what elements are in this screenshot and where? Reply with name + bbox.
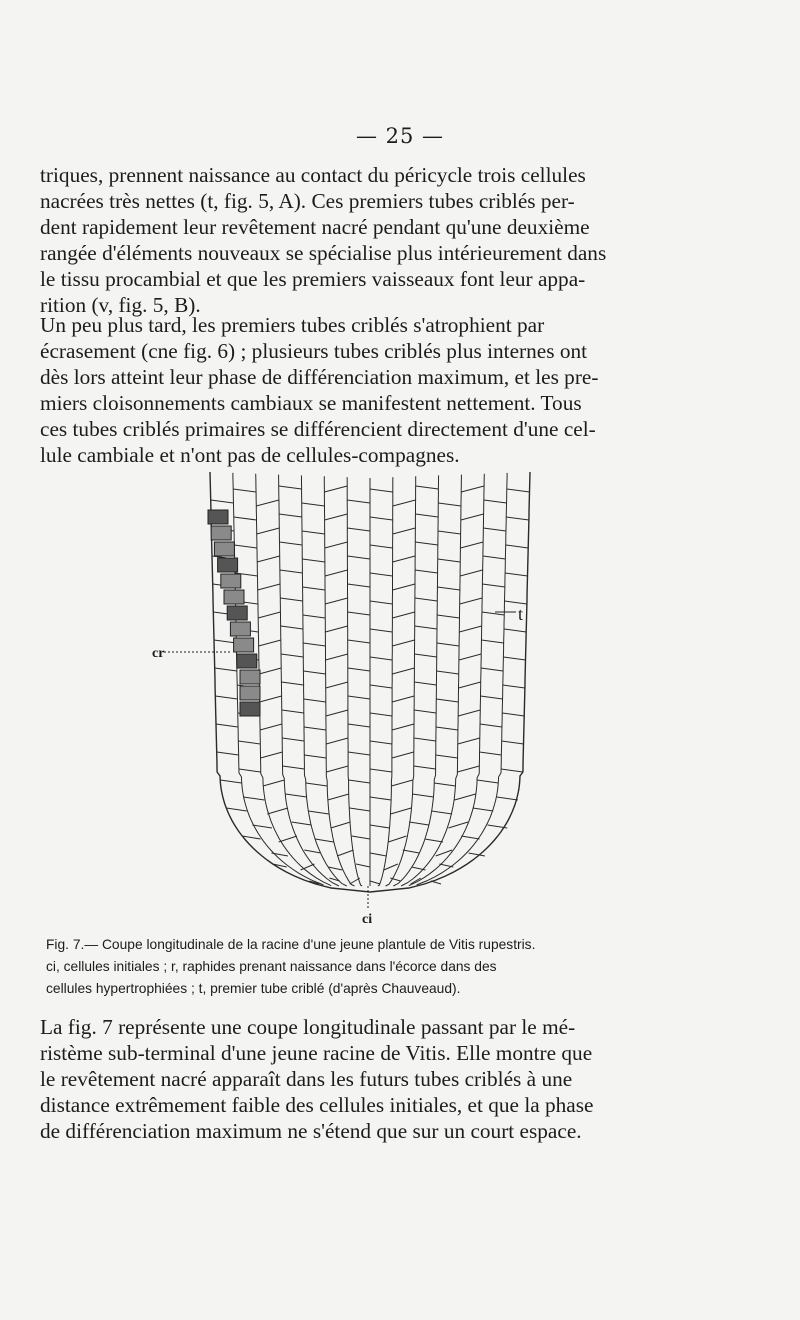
cell-wall [234,545,257,548]
cell-wall [415,654,437,657]
cell-wall [370,545,393,548]
text-line: nacrées très nettes (t, fig. 5, A). Ces premiers tubes criblés per- [40,189,575,213]
cell-wall [239,769,261,772]
cell-wall [272,853,288,856]
cell-wall [302,559,325,562]
text-line: rition (v, fig. 5, B). [40,293,201,317]
cell-file [347,477,362,886]
cell-wall [279,836,297,842]
cell-wall [211,500,234,503]
raphide-cell [240,670,260,684]
cell-wall [238,741,260,744]
cell-wall [302,503,325,506]
cell-wall [282,710,304,713]
cell-file [256,474,332,886]
cell-wall [458,738,480,744]
cell-wall [286,794,307,797]
cell-wall [331,822,351,828]
raphide-cell [224,590,244,604]
cell-wall [315,839,333,842]
cell-wall [436,699,458,702]
cell-wall [414,738,436,741]
cell-wall [437,587,460,590]
cell-wall [350,808,371,811]
cell-wall [347,528,370,531]
cell-wall [217,752,239,755]
cell-wall [303,643,325,646]
cell-wall [370,657,392,660]
cell-wall [477,780,498,783]
raphide-cell [240,686,260,700]
cell-wall [304,755,326,758]
cell-wall [349,780,370,783]
cell-wall [455,794,476,800]
cell-wall [303,615,325,618]
cell-wall [480,752,502,755]
text-line: La fig. 7 représente une coupe longitudinale passant par le mé- [40,1015,576,1039]
cell-wall [370,601,392,604]
cell-wall [473,808,494,811]
cell-wall [434,783,455,786]
cell-wall [502,741,524,744]
cell-wall [325,514,348,520]
cell-wall [415,542,438,545]
cell-wall [483,556,506,559]
cell-wall [438,559,461,562]
cell-wall [437,615,459,618]
cell-wall [325,570,348,576]
cell-wall [279,486,302,489]
caption-line: ci, cellules initiales ; r, raphides prenant naissance dans l'écorce dans des [46,959,497,974]
cell-wall [308,811,329,814]
cell-wall [412,794,433,797]
cell-wall [267,808,288,814]
raphide-cell [211,526,231,540]
cell-wall [461,486,484,492]
cell-wall [337,850,353,856]
cell-wall [370,797,391,800]
cell-wall [501,769,523,772]
cell-wall [393,556,416,562]
cell-wall [461,542,484,548]
cell-wall [483,528,506,531]
cell-wall [505,601,527,604]
page-number: — 25 — [355,124,445,148]
cell-wall [392,724,414,730]
figure-caption [46,934,646,1000]
cell-wall [348,640,370,643]
cell-wall [348,724,370,727]
text-line: dès lors atteint leur phase de différenciation maximum, et les pre- [40,365,599,389]
cell-wall [415,598,437,601]
cell-wall [459,682,481,688]
cell-wall [482,584,505,587]
cell-wall [280,542,303,545]
raphide-cell [230,622,250,636]
cell-wall [393,500,416,506]
cell-wall [507,489,530,492]
cell-wall [328,794,349,800]
cell-wall [214,640,236,643]
paragraph-2 [40,312,640,468]
cell-wall [263,780,284,786]
cell-wall [370,825,390,828]
cell-wall [461,836,479,839]
cell-wall [414,710,436,713]
cell-wall [215,668,237,671]
cell-wall [370,741,392,744]
text-line: miers cloisonnements cambiaux se manifestent nettement. Tous [40,391,582,415]
cell-wall [503,685,525,688]
cell-wall [448,822,468,828]
cell-wall [259,640,281,646]
text-line: écrasement (cne fig. 6) ; plusieurs tubes criblés plus internes ont [40,339,588,363]
cell-wall [303,671,325,674]
cell-wall [460,570,483,576]
cell-wall [352,836,370,839]
cell-wall [458,710,480,716]
cell-wall [504,629,526,632]
cell-wall [226,808,247,811]
cell-wall [283,766,305,769]
cell-wall [370,489,393,492]
cell-wall [260,724,282,730]
cell-wall [415,570,438,573]
cell-wall [326,710,348,716]
cell-wall [393,584,416,590]
cell-wall [480,724,502,727]
cell-wall [436,727,458,730]
cell-wall [282,738,304,741]
cell-wall [258,584,281,590]
cell-wall [292,822,312,825]
cell-file [401,475,461,886]
cell-wall [304,727,326,730]
cell-wall [484,500,507,503]
cell-wall [459,654,481,660]
figure-label-ci: ci [362,912,373,927]
cell-wall [503,657,525,660]
cell-wall [481,640,503,643]
cell-wall [481,668,503,671]
cell-wall [436,755,458,758]
cell-wall [280,570,303,573]
cell-wall [432,811,453,814]
cell-wall [261,752,283,758]
cell-wall [350,878,360,884]
cell-wall [384,864,398,870]
cell-wall [370,685,392,688]
raphide-cell [237,654,257,668]
root-section-figure [140,462,560,932]
cell-wall [370,881,380,884]
cell-wall [469,853,485,856]
cell-wall [326,654,348,660]
cell-wall [304,699,326,702]
raphide-cell [227,606,247,620]
raphide-cell [218,558,238,572]
cell-wall [403,850,419,853]
text-line: rangée d'éléments nouveaux se spécialise plus intérieurement dans [40,241,607,265]
text-line: ristème sub-terminal d'une jeune racine de Vitis. Elle montre que [40,1041,593,1065]
paragraph-1 [40,162,640,318]
cell-wall [439,864,453,867]
text-line: triques, prennent naissance au contact du péricycle trois cellules [40,163,586,187]
cell-wall [328,867,342,870]
cell-wall [326,766,348,772]
cell-wall [370,517,393,520]
cell-file [417,473,508,885]
caption-line: cellules hypertrophiées ; t, premier tube criblé (d'après Chauveaud). [46,981,461,996]
cell-wall [461,514,484,520]
cell-wall [438,531,461,534]
text-line: Un peu plus tard, les premiers tubes criblés s'atrophient par [40,313,545,337]
cell-wall [303,587,325,590]
cell-wall [392,612,414,618]
cell-wall [391,780,412,786]
cell-wall [347,500,370,503]
cell-file [378,477,393,886]
cell-wall [437,671,459,674]
cell-wall [258,612,280,618]
figure-label-t: t [518,604,524,624]
cell-wall [325,542,348,548]
cell-wall [325,626,347,632]
cell-wall [220,780,241,783]
cell-wall [414,766,436,769]
cell-wall [415,514,438,517]
cell-wall [392,696,414,702]
cell-wall [348,752,370,755]
cell-wall [370,853,386,856]
cell-wall [326,738,348,744]
cell-wall [370,573,393,576]
cell-wall [481,696,503,699]
cell-wall [281,654,303,657]
cell-wall [356,864,370,867]
cell-wall [257,556,280,562]
cell-wall [306,783,327,786]
cell-wall [216,724,238,727]
text-line: le revêtement nacré apparaît dans les futurs tubes criblés à une [40,1067,573,1091]
cell-wall [457,766,479,772]
cell-wall [392,640,414,646]
cell-wall [392,752,414,758]
cell-wall [460,598,482,604]
caption-line: Fig. 7.— Coupe longitudinale de la racine d'une jeune plantule de Vitis rupestris. [46,937,536,952]
cell-wall [348,696,370,699]
cell-wall [279,514,302,517]
cell-wall [388,836,406,842]
cell-wall [502,713,524,716]
cell-wall [414,682,436,685]
cell-file [393,475,438,886]
cell-wall [497,797,518,800]
cell-wall [259,668,281,674]
cell-wall [281,682,303,685]
cell-wall [304,850,321,853]
raphide-cell [234,638,254,652]
figure-label-cr: cr [152,646,165,661]
cell-wall [260,696,282,702]
cell-wall [370,769,392,772]
text-line: dent rapidement leur revêtement nacré pendant qu'une deuxième [40,215,590,239]
cell-wall [348,584,371,587]
cell-wall [409,822,429,825]
cell-wall [256,500,279,506]
cell-wall [437,643,459,646]
text-line: ces tubes criblés primaires se différencient directement d'une cel- [40,417,596,441]
text-line: de différenciation maximum ne s'étend que sur un court espace. [40,1119,582,1143]
cell-wall [438,503,461,506]
cell-wall [431,881,441,884]
cell-wall [459,626,481,632]
cell-wall [425,839,443,842]
cell-wall [392,668,414,674]
cell-wall [370,713,392,716]
raphide-cell [214,542,234,556]
cell-wall [347,556,370,559]
cell-wall [391,808,412,814]
cell-wall [506,545,529,548]
cell-wall [393,528,416,534]
text-line: lule cambiale et n'ont pas de cellules-compagnes. [40,443,460,467]
cell-wall [326,682,348,688]
cell-wall [370,629,392,632]
raphide-cell [208,510,228,524]
text-line: le tissu procambial et que les premiers vaisseaux font leur appa- [40,267,586,291]
cell-wall [233,489,256,492]
raphide-cell [240,702,260,716]
text-line: distance extrêmement faible des cellules initiales, et que la phase [40,1093,594,1117]
cell-wall [348,612,370,615]
raphide-cell [221,574,241,588]
cell-wall [302,531,325,534]
cell-wall [243,797,264,800]
cell-wall [415,626,437,629]
cell-wall [281,626,303,629]
cell-wall [506,517,529,520]
cell-wall [325,598,348,604]
root-meristem-drawing [140,462,560,932]
cell-wall [416,486,439,489]
cell-wall [324,486,347,492]
cell-wall [234,517,257,520]
cell-wall [257,528,280,534]
cell-wall [280,598,302,601]
cell-wall [348,668,370,671]
cell-wall [215,696,237,699]
paragraph-3 [40,1014,640,1144]
cell-wall [505,573,528,576]
